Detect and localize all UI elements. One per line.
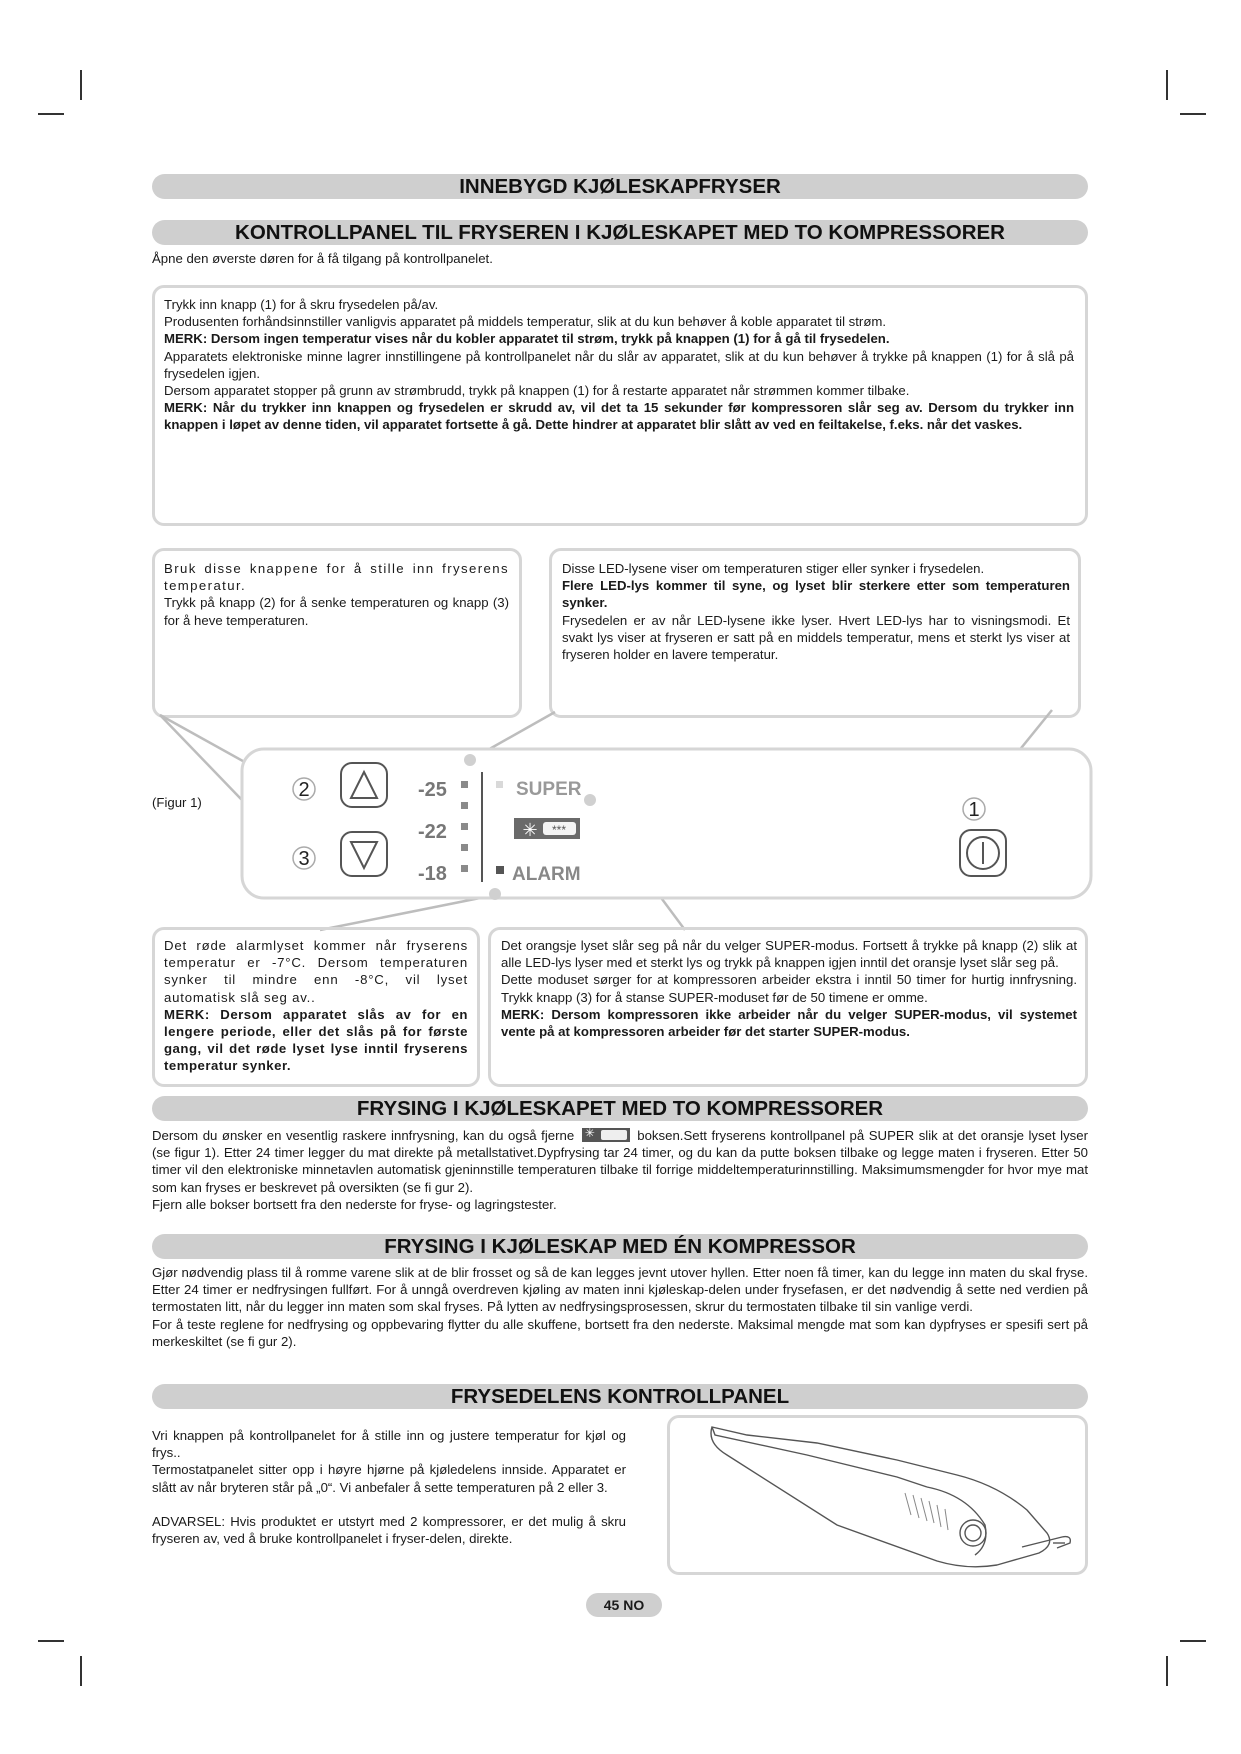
figure-label: (Figur 1) [152, 795, 202, 810]
info-box-super-text [501, 937, 1077, 1040]
note: Flere LED-lys kommer til syne, og lyset blir sterkere etter som temperaturen synker. [562, 578, 1070, 611]
super-led [496, 781, 503, 788]
paragraph-part: boksen.Sett fryserens kontrollpanel på SUPER slik at det oransje lyset lyser (se figur 1). Etter 24 timer legger du mat direkte på metallstativet.Dypfrysing tar 24 timer, og du kan da putte boksen tilbake og legge maten i fryseren. Etter 50 timer vil den elektroniske minnetavlen automatisk gjeninnstille temperaturen tilbake til forrige middeltemperaturinnstilling. Maksimumsmengder for hvor mye mat som kan fryses er beskrevet på oversikten (se fi gur 2). [152, 1128, 1088, 1195]
info-box-alarm-text [164, 937, 468, 1075]
section-title-control-panel: KONTROLLPANEL TIL FRYSEREN I KJØLESKAPET MED TO KOMPRESSORER [152, 220, 1088, 245]
super-label: SUPER [516, 779, 582, 800]
section-title-freezer-panel: FRYSEDELENS KONTROLLPANEL [152, 1384, 1088, 1409]
note: MERK: Dersom kompressoren ikke arbeider når du velger SUPER-modus, vil systemet vente på at kompressoren arbeider før det starter SUPER-modus. [501, 1006, 1077, 1040]
marker-2 [293, 778, 315, 801]
paragraph: Trykk inn knapp (1) for å skru frysedelen på/av. [164, 297, 439, 312]
super-freeze-icon [514, 818, 580, 840]
paragraph: ADVARSEL: Hvis produktet er utstyrt med 2 kompressorer, er det mulig å skru fryseren av, ved å bruke kontrollpanelet i fryser-delen, direkte. [152, 1513, 626, 1547]
marker-1-label: 1 [968, 799, 980, 821]
paragraph: Apparatets elektroniske minne lagrer innstillingene på kontrollpanelet når du slår av apparatet, slik at du kun behøver å trykke på knappen (1) for å slå på frysedelen igjen. [164, 348, 1074, 381]
section-two-compressors-text [152, 1127, 1088, 1213]
section-one-compressor-text [152, 1264, 1088, 1350]
paragraph: Bruk disse knappene for å stille inn fryserens temperatur. [164, 561, 509, 594]
alarm-label: ALARM [512, 864, 581, 885]
freezer-box-icon: ✳ [582, 1128, 630, 1142]
paragraph-part: Dersom du ønsker en vesentlig raskere innfrysning, kan du også fjerne [152, 1128, 575, 1143]
paragraph: Termostatpanelet sitter opp i høyre hjørne på kjøledelens innside. Apparatet er slått av når bryteren står på „0“. Vi anbefaler å sette temperaturen på 2 eller 3. [152, 1462, 626, 1495]
paragraph: Gjør nødvendig plass til å romme varene slik at de blir frosset og så de kan legges jevnt utover hyllen. Etter noen få timer, kan du legge inn maten du skal fryse. Etter 24 timer er nedfrysingen fullført. For å unngå overdreven kjøling av maten inni kjøleskap-delen under frysefasen, er det nødvendig å sette ned verdien på termostaten litt, når du legger inn maten som skal fryses. På lytten av nedfrysingsprosessen, skrur du termostaten tilbake til sin vanlige verdi. [152, 1265, 1088, 1315]
section-title-one-compressor: FRYSING I KJØLESKAP MED ÉN KOMPRESSOR [152, 1234, 1088, 1259]
note: MERK: Når du trykker inn knappen og frysedelen er skrudd av, vil det ta 15 sekunder før kompressoren slår seg av. Dersom du trykker inn knappen i løpet av denne tiden, vil apparatet fortsette å gå. Dette hindrer at apparatet blir slått av ved en feiltakelse, f.eks. når det vaskes. [164, 400, 1074, 433]
page-number: 45 NO [586, 1593, 662, 1617]
temperature-up-button[interactable] [341, 832, 387, 876]
star-rating-label: *** [551, 823, 567, 837]
marker-1 [963, 798, 985, 821]
paragraph: Disse LED-lysene viser om temperaturen stiger eller synker i frysedelen. [562, 561, 985, 576]
paragraph: Frysedelen er av når LED-lysene ikke lyser. Hvert LED-lys har to visningsmodi. Et svakt lys viser at fryseren er satt på en middels temperatur, mens et sterkt lys viser at fryseren holder en lavere temperatur. [562, 612, 1070, 663]
paragraph: Det røde alarmlyset kommer når fryserens temperatur er -7°C. Dersom temperaturen synker til mindre enn -8°C, vil lyset automatisk slå seg av.. [164, 938, 468, 1005]
paragraph: Trykk på knapp (2) for å senke temperaturen og knapp (3) for å heve temperaturen. [164, 595, 509, 628]
page-title: INNEBYGD KJØLESKAPFRYSER [152, 174, 1088, 199]
paragraph: Vri knappen på kontrollpanelet for å stille inn og justere temperatur for kjøl og frys.. [152, 1428, 626, 1461]
marker-2-label: 2 [298, 779, 310, 801]
power-button[interactable] [960, 830, 1006, 876]
paragraph: Dersom apparatet stopper på grunn av strømbrudd, trykk på knappen (1) for å restarte apparatet når strømmen kommer tilbake. [164, 383, 910, 399]
marker-3 [293, 847, 315, 870]
section-title-two-compressors: FRYSING I KJØLESKAPET MED TO KOMPRESSORER [152, 1096, 1088, 1121]
intro-text: Åpne den øverste døren for å få tilgang på kontrollpanelet. [152, 251, 493, 266]
paragraph: Det orangsje lyset slår seg på når du velger SUPER-modus. Fortsett å trykke på knapp (2) slik at alle LED-lys lyser med et sterkt lys og trykk på knappen igjen inntil det oransje lyset slår seg på. [501, 938, 1077, 971]
paragraph: For å teste reglene for nedfrysing og oppbevaring flytter du alle skuffene, bortsett fra den nederste. Maksimal mengde mat som kan dypfryses er spesifi sert på merkeskiltet (se fi gur 2). [152, 1316, 1088, 1349]
paragraph: Produsenten forhåndsinnstiller vanligvis apparatet på middels temperatur, slik at du kun behøver å koble apparatet til strøm. [164, 314, 887, 330]
temp-label-18: -18 [418, 863, 447, 885]
marker-3-label: 3 [298, 848, 310, 870]
paragraph [152, 1127, 1088, 1196]
temperature-down-button[interactable] [341, 763, 387, 807]
section-freezer-panel-text [152, 1427, 626, 1547]
paragraph: Dette moduset sørger for at kompressoren arbeider ekstra i inntil 50 timer for hurtig innfrysning. Trykk knapp (3) for å stanse SUPER-moduset før de 50 timene er omme. [501, 972, 1077, 1005]
temp-label-22: -22 [418, 821, 447, 843]
svg-text:✳: ✳ [522, 820, 538, 840]
note: MERK: Dersom apparatet slås av for en lengere periode, eller det slås på for første gang, vil det røde lyset lyse inntil fryserens temperatur synker. [164, 1006, 468, 1074]
thermostat-illustration [667, 1415, 1088, 1575]
paragraph: Fjern alle bokser bortsett fra den nederste for fryse- og lagringstester. [152, 1196, 557, 1212]
note: MERK: Dersom ingen temperatur vises når du kobler apparatet til strøm, trykk på knappen (1) for å gå til frysedelen. [164, 331, 890, 347]
alarm-led [496, 866, 504, 874]
temp-label-25: -25 [418, 779, 447, 801]
